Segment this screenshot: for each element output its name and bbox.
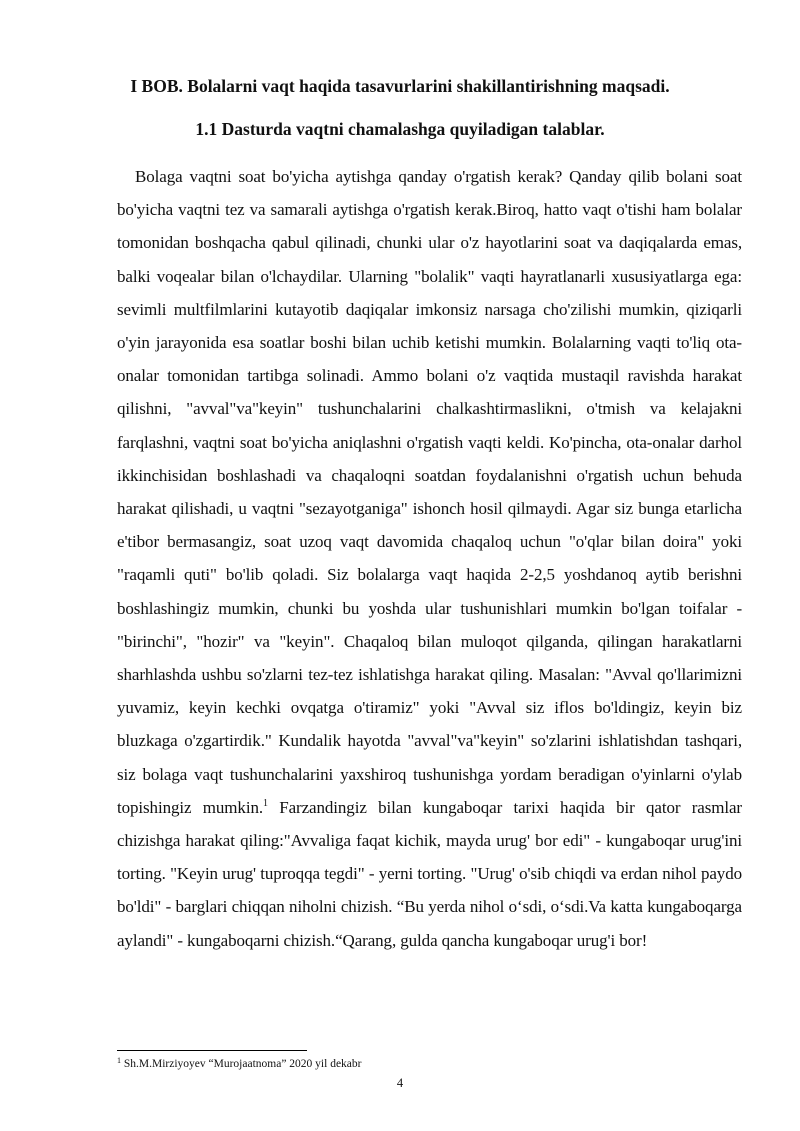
page-number: 4 [396, 1076, 404, 1090]
footnote-text: Sh.M.Mirziyoyev “Murojaatnoma” 2020 yil dekabr [121, 1058, 362, 1070]
chapter-heading: I BOB. Bolalarni vaqt haqida tasavurlarini shakillantirishning maqsadi. [130, 76, 670, 96]
body-paragraph [117, 160, 742, 957]
footnote-marker: 1 [117, 1056, 121, 1065]
footnote [117, 1058, 362, 1070]
section-heading: 1.1 Dasturda vaqtni chamalashga quyiladigan talablar. [195, 119, 605, 139]
body-text-part2: Farzandingiz bilan kungaboqar tarixi haqida bir qator rasmlar chizishga harakat qiling:"Avvaliga faqat kichik, mayda urug' bor edi" - kungaboqar urug'ini torting. "Keyin urug' tuproqqa tegdi" - yerni torting. "Urug' o'sib chiqdi va erdan nihol paydo bo'ldi" - barglari chiqqan niholni chizish. “Bu yerda nihol o‘sdi, o‘sdi.Va katta kungaboqarga aylandi" - kungaboqarni chizish.“Qarang, gulda qancha kungaboqar urug'i bor! [117, 797, 742, 950]
footnote-reference: 1 [263, 797, 268, 809]
footnote-separator [117, 1050, 307, 1051]
body-text-part1: Bolaga vaqtni soat bo'yicha aytishga qanday o'rgatish kerak? Qanday qilib bolani soat bo'yicha vaqtni tez va samarali aytishga o'rgatish kerak.Biroq, hatto vaqt o'tishi ham bolalar tomonidan boshqacha qabul qilinadi, chunki ular o'z hayotlarini soat va daqiqalarda emas, balki voqealar bilan o'lchaydilar. Ularning "bolalik" vaqti hayratlanarli xususiyatlarga ega: sevimli multfilmlarini kutayotib daqiqalar imkonsiz narsaga cho'zilishi mumkin, qiziqarli o'yin jarayonida esa soatlar boshi bilan uchib ketishi mumkin. Bolalarning vaqti to'liq ota-onalar tomonidan tartibga solinadi. Ammo bolani o'z vaqtida mustaqil ravishda harakat qilishni, "avval"va"keyin" tushunchalarini chalkashtirmaslikni, o'tmish va kelajakni farqlashni, vaqtni soat bo'yicha aniqlashni o'rgatish vaqti keldi. Ko'pincha, ota-onalar darhol ikkinchisidan boshlashadi va chaqaloqni soatdan foydalanishni o'rgatish uchun behuda harakat qilishadi, u vaqtni "sezayotganiga" ishonch hosil qilmaydi. Agar siz bunga etarlicha e'tibor bermasangiz, soat uzoq vaqt davomida chaqaloq uchun "o'qlar bilan doira" yoki "raqamli quti" bo'lib qoladi. Siz bolalarga vaqt haqida 2-2,5 yoshdanoq aytib berishni boshlashingiz mumkin, chunki bu yoshda ular tushunishlari mumkin bo'lgan toifalar - "birinchi", "hozir" va "keyin". Chaqaloq bilan muloqot qilganda, qilingan harakatlarni sharhlashda ushbu so'zlarni tez-tez ishlatishga harakat qiling. Masalan: "Avval qo'llarimizni yuvamiz, keyin kechki ovqatga o'tiramiz" yoki "Avval siz iflos bo'ldingiz, keyin biz bluzkaga o'zgartirdik." Kundalik hayotda "avval"va"keyin" so'zlarini ishlatishdan tashqari, siz bolaga vaqt tushunchalarini yaxshiroq tushunishga yordam beradigan o'yinlarni o'ylab topishingiz mumkin. [117, 167, 742, 817]
